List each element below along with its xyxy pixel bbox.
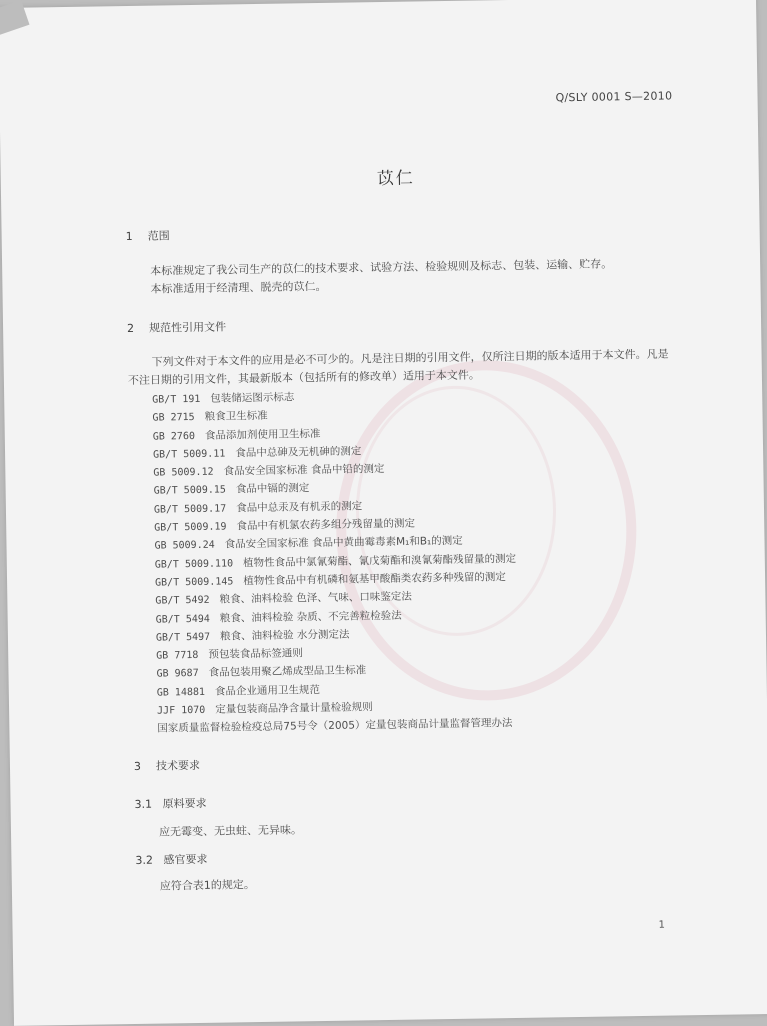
reference-code: GB/T 5497: [155, 631, 211, 644]
reference-title: 国家质量监督检验检疫总局75号令（2005）定量包装商品计量监督管理办法: [157, 717, 513, 735]
raw-material-text: 应无霉变、无虫蛀、无异味。: [158, 823, 303, 839]
reference-title: 食品中总汞及有机汞的测定: [236, 500, 363, 515]
section-title: 技术要求: [155, 758, 201, 773]
reference-list: [152, 385, 519, 738]
section-number: 2: [126, 321, 135, 336]
reference-code: GB/T 5009.15: [153, 484, 226, 498]
reference-title: 食品中有机氯农药多组分残留量的测定: [236, 517, 416, 533]
section-title: 原料要求: [162, 796, 207, 811]
reference-code: GB 9687: [156, 668, 199, 681]
page-title: 苡仁: [376, 168, 415, 190]
reference-title: 食品安全国家标准 食品中铅的测定: [223, 463, 385, 478]
section-title: 规范性引用文件: [148, 320, 227, 335]
reference-title: 粮食、油料检验 色泽、气味、口味鉴定法: [219, 590, 412, 606]
reference-code: GB/T 5009.11: [153, 448, 226, 461]
reference-title: 食品包装用聚乙烯成型品卫生标准: [208, 664, 367, 680]
reference-title: 预包装食品标签通则: [208, 647, 303, 661]
section-1-heading: [126, 227, 170, 244]
section-2-heading: [127, 318, 226, 336]
reference-title: 粮食、油料检验 杂质、不完善粒检验法: [219, 609, 402, 625]
reference-code: GB 2760: [152, 430, 196, 443]
reference-code: GB/T 5009.19: [154, 521, 227, 534]
reference-title: 食品安全国家标准 食品中黄曲霉毒素M₁和B₁的测定: [224, 535, 463, 551]
section-3-2-heading: [135, 851, 207, 868]
reference-title: 定量包装商品净含量计量检验规则: [215, 701, 373, 716]
reference-code: GB 5009.24: [154, 540, 215, 552]
reference-code: GB/T 5009.145: [155, 576, 234, 589]
reference-code: GB/T 5009.17: [153, 503, 227, 516]
reference-code: JJF 1070: [157, 704, 206, 717]
reference-title: 包装储运图示标志: [210, 391, 295, 405]
reference-code: GB 5009.12: [153, 466, 214, 479]
reference-code: GB 14881: [156, 686, 206, 699]
page-corner: [0, 0, 30, 36]
reference-title: 粮食、油料检验 水分测定法: [220, 628, 350, 643]
reference-code: GB/T 5009.110: [154, 558, 234, 571]
section-number: 3: [133, 759, 142, 773]
section-3-1-heading: [134, 795, 206, 812]
reference-code: GB/T 5494: [155, 613, 210, 626]
reference-code: GB 2715: [152, 412, 195, 424]
section-number: 1: [125, 229, 133, 244]
reference-title: 食品添加剂使用卫生标准: [204, 427, 321, 442]
section-number: 3.2: [135, 853, 154, 867]
reference-title: 食品中总砷及无机砷的测定: [235, 445, 362, 460]
scope-line-1: 本标准规定了我公司生产的苡仁的技术要求、试验方法、检验规则及标志、包装、运输、贮存。: [150, 257, 613, 278]
section-number: 3.1: [134, 797, 153, 811]
scope-line-2: 本标准适用于经清理、脱壳的苡仁。: [150, 279, 327, 296]
reference-title: 植物性食品中氯氰菊酯、氰戊菊酯和溴氰菊酯残留量的测定: [242, 552, 517, 569]
section-3-heading: [134, 757, 200, 774]
reference-title: 粮食卫生标准: [204, 410, 268, 424]
reference-code: GB/T 191: [152, 393, 201, 406]
section-title: 感官要求: [163, 852, 208, 867]
page-number: 1: [658, 919, 666, 931]
sensory-text: 应符合表1的规定。: [159, 878, 255, 893]
standard-code: Q/SLY 0001 S—2010: [555, 89, 673, 105]
reference-code: GB/T 5492: [155, 595, 210, 607]
reference-code: GB 7718: [156, 650, 199, 662]
references-intro: 下列文件对于本文件的应用是必不可少的。凡是注日期的引用文件，仅所注日期的版本适用于本文件。凡是不注日期的引用文件，其最新版本（包括所有的修改单）适用于本文件。: [127, 347, 669, 388]
section-title: 范围: [147, 229, 170, 243]
reference-title: 植物性食品中有机磷和氨基甲酸酯类农药多种残留的测定: [243, 571, 506, 588]
reference-title: 食品中镉的测定: [235, 482, 310, 496]
reference-title: 食品企业通用卫生规范: [214, 683, 321, 698]
